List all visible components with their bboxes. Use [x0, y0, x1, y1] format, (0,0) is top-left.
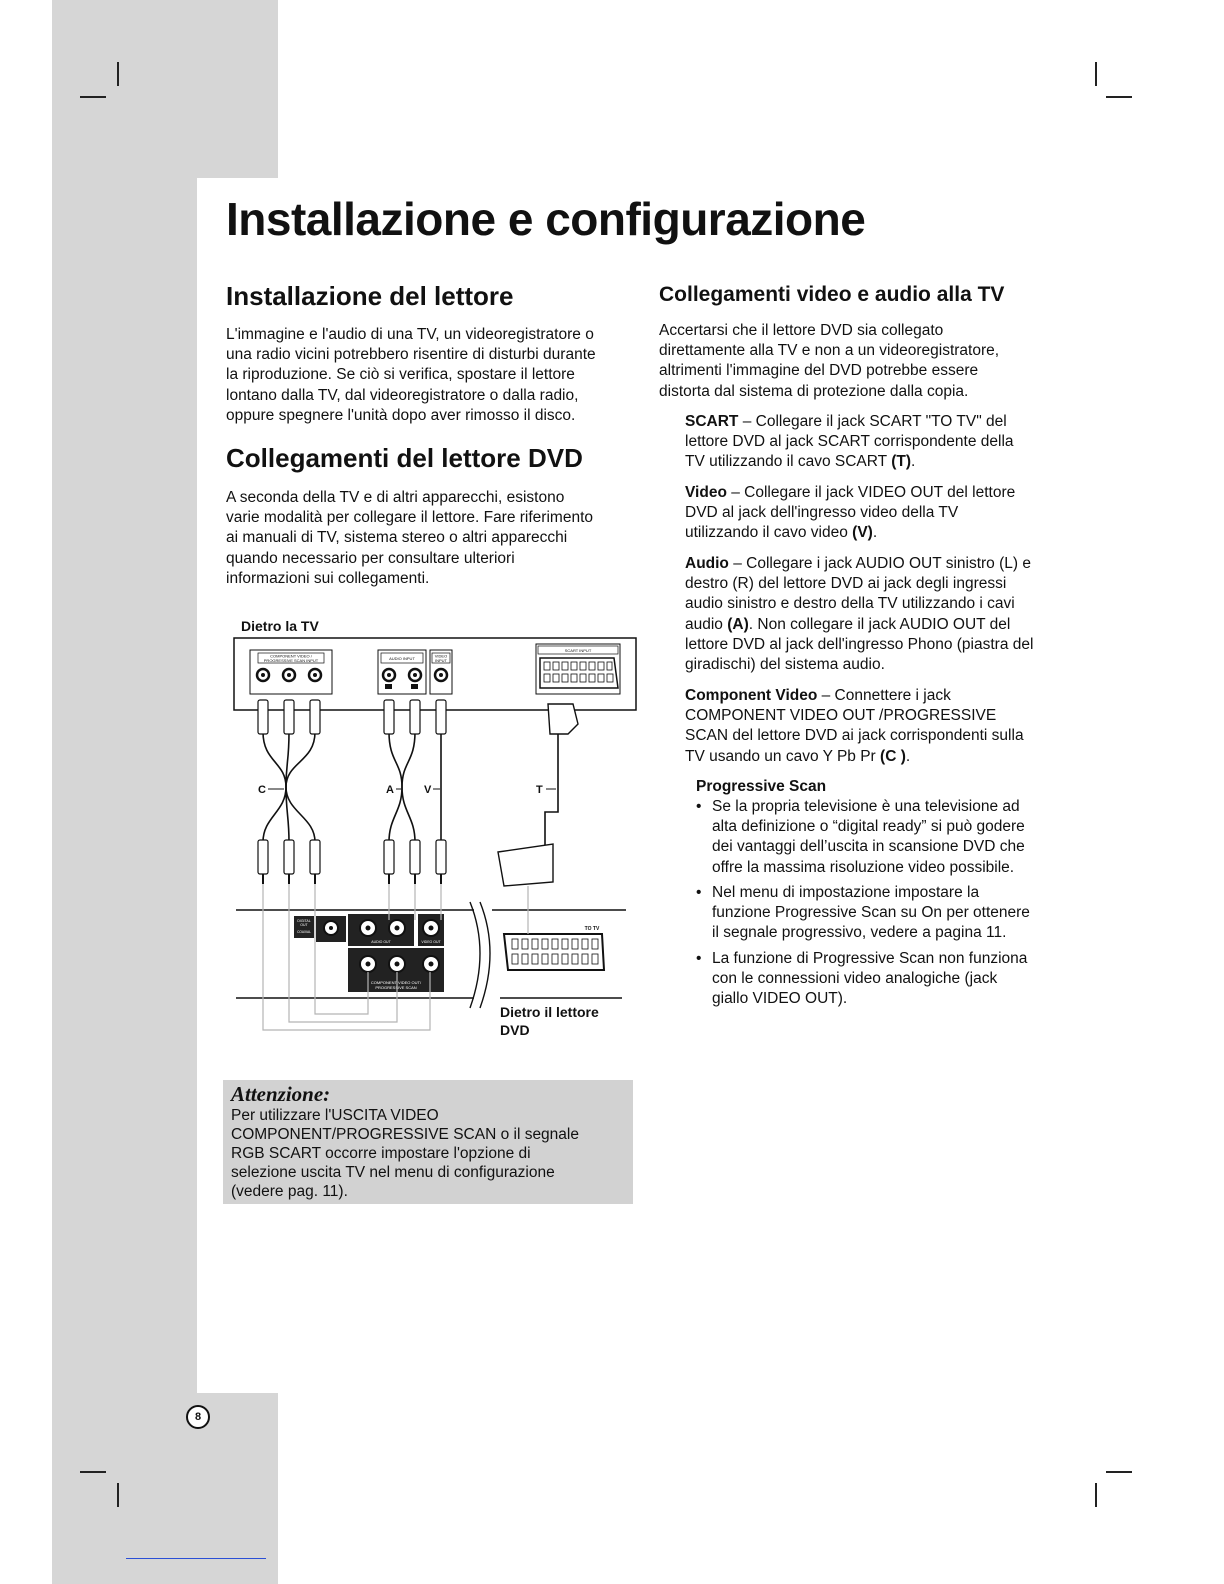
page-number: 8	[186, 1405, 210, 1429]
crop-mark	[1095, 1483, 1097, 1507]
crop-mark	[117, 62, 119, 86]
video-paragraph: Video – Collegare il jack VIDEO OUT del lettore DVD al jack dell'ingresso video della TV utilizzando il cavo video (V).	[685, 484, 1016, 542]
scart-out-socket	[504, 934, 604, 970]
attention-note	[223, 1080, 633, 1204]
svg-text:INPUT: INPUT	[435, 658, 447, 663]
rca-cables	[263, 732, 558, 852]
crop-mark	[1106, 1471, 1132, 1473]
cable-a-label: A	[386, 784, 394, 796]
scart-plug-tv	[548, 704, 578, 734]
tv-back-label: Dietro la TV	[241, 618, 319, 634]
cable-c-label: C	[258, 784, 266, 796]
crop-mark	[80, 96, 106, 98]
audio-term: Audio	[685, 555, 729, 572]
connection-diagram	[228, 612, 638, 1052]
tv-connection-intro: Accertarsi che il lettore DVD sia collegato direttamente alla TV e non a un videoregistratore, altrimenti l'immagine del DVD potrebbe essere distorta dal sistema di protezione dalla copia.	[659, 322, 1000, 400]
scart-input-label: SCART INPUT	[564, 648, 592, 653]
svg-text:PROGRESSIVE SCAN: PROGRESSIVE SCAN	[375, 985, 417, 990]
page-margin-bottom	[52, 1393, 278, 1584]
video-term: Video	[685, 484, 727, 501]
progressive-bullet: • Se la propria televisione è una televisione ad alta definizione o “digital ready” si può godere dei vantaggi dell’uscita in scansione DVD che offre la massima risoluzione video possibile.	[696, 798, 1025, 876]
note-body: Per utilizzare l'USCITA VIDEO COMPONENT/PROGRESSIVE SCAN o il segnale RGB SCART occorre impostare l'opzione di selezione uscita TV nel menu di configurazione (vedere pag. 11).	[231, 1107, 579, 1200]
note-title: Attenzione:	[231, 1082, 331, 1106]
cable-v-label: V	[424, 784, 432, 796]
audio-out-label: AUDIO OUT	[371, 940, 391, 944]
connections-paragraph: A seconda della TV e di altri apparecchi, esistono varie modalità per collegare il lettore. Fare riferimento ai manuali di TV, sistema stereo o altri apparecchi quando necessario per consultare ulteriori informazioni sui collegamenti.	[226, 489, 593, 587]
crop-mark	[80, 1471, 106, 1473]
svg-text:OUT: OUT	[300, 923, 308, 927]
crop-mark	[1095, 62, 1097, 86]
digital-out-label: DIGITAL	[297, 919, 311, 923]
connections-heading: Collegamenti del lettore DVD	[226, 443, 583, 473]
component-term: Component Video	[685, 687, 818, 704]
install-heading: Installazione del lettore	[226, 281, 514, 311]
install-paragraph: L'immagine e l'audio di una TV, un videoregistratore o una radio vicini potrebbero risentire di disturbi durante la riproduzione. Se ciò si verifica, spostare il lettore lontano dalla TV, dal videoregistratore o dalla radio, oppure spegnere l'unità dopo aver rimosso il disco.	[226, 326, 596, 424]
page-margin-left	[52, 178, 197, 1393]
link-underline	[126, 1558, 266, 1559]
svg-text:DVD: DVD	[500, 1022, 530, 1038]
progressive-bullet: • Nel menu di impostazione impostare la funzione Progressive Scan su On per ottenere il segnale progressivo, vedere a pagina 11.	[696, 884, 1030, 942]
dvd-back-label: Dietro il lettore	[500, 1004, 599, 1020]
video-out-label: VIDEO OUT	[421, 940, 441, 944]
cable-t-label: T	[536, 784, 543, 796]
component-paragraph: Component Video – Connettere i jack COMPONENT VIDEO OUT /PROGRESSIVE SCAN del lettore DVD ai jack corrispondenti sulla TV usando un cavo Y Pb Pr (C ).	[685, 687, 1024, 765]
progressive-heading: Progressive Scan	[696, 778, 827, 795]
svg-text:PROGRESSIVE SCAN INPUT: PROGRESSIVE SCAN INPUT	[263, 658, 319, 663]
tv-connection-heading: Collegamenti video e audio alla TV	[659, 283, 1005, 306]
to-tv-label: TO TV	[584, 926, 600, 932]
page-title: Installazione e configurazione	[226, 193, 866, 245]
component-input-label: COMPONENT VIDEO /	[270, 653, 312, 659]
coaxial-label: COAXIAL	[297, 930, 311, 934]
progressive-bullet: • La funzione di Progressive Scan non funziona con le connessioni video analogiche (jack giallo VIDEO OUT).	[696, 950, 1028, 1008]
crop-mark	[117, 1483, 119, 1507]
scart-plug-dvd	[498, 844, 553, 886]
component-out-label: COMPONENT VIDEO OUT/	[370, 980, 422, 985]
video-input-label: VIDEO	[434, 653, 448, 659]
audio-input-label: AUDIO INPUT	[389, 656, 415, 661]
audio-paragraph: Audio – Collegare i jack AUDIO OUT sinistro (L) e destro (R) del lettore DVD ai jack degli ingressi audio sinistro e destro della TV utilizzando i cavi audio (A). Non collegare il jack AUDIO OUT del lettore DVD al jack dell'ingresso Phono (piastra del giradischi) del sistema audio.	[685, 555, 1034, 674]
scart-paragraph: SCART – Collegare il jack SCART "TO TV" del lettore DVD al jack SCART corrispondente della TV utilizzando il cavo SCART (T).	[685, 413, 1014, 471]
crop-mark	[1106, 96, 1132, 98]
scart-input-socket	[540, 658, 618, 688]
page-margin-top	[52, 0, 278, 178]
scart-term: SCART	[685, 413, 739, 430]
